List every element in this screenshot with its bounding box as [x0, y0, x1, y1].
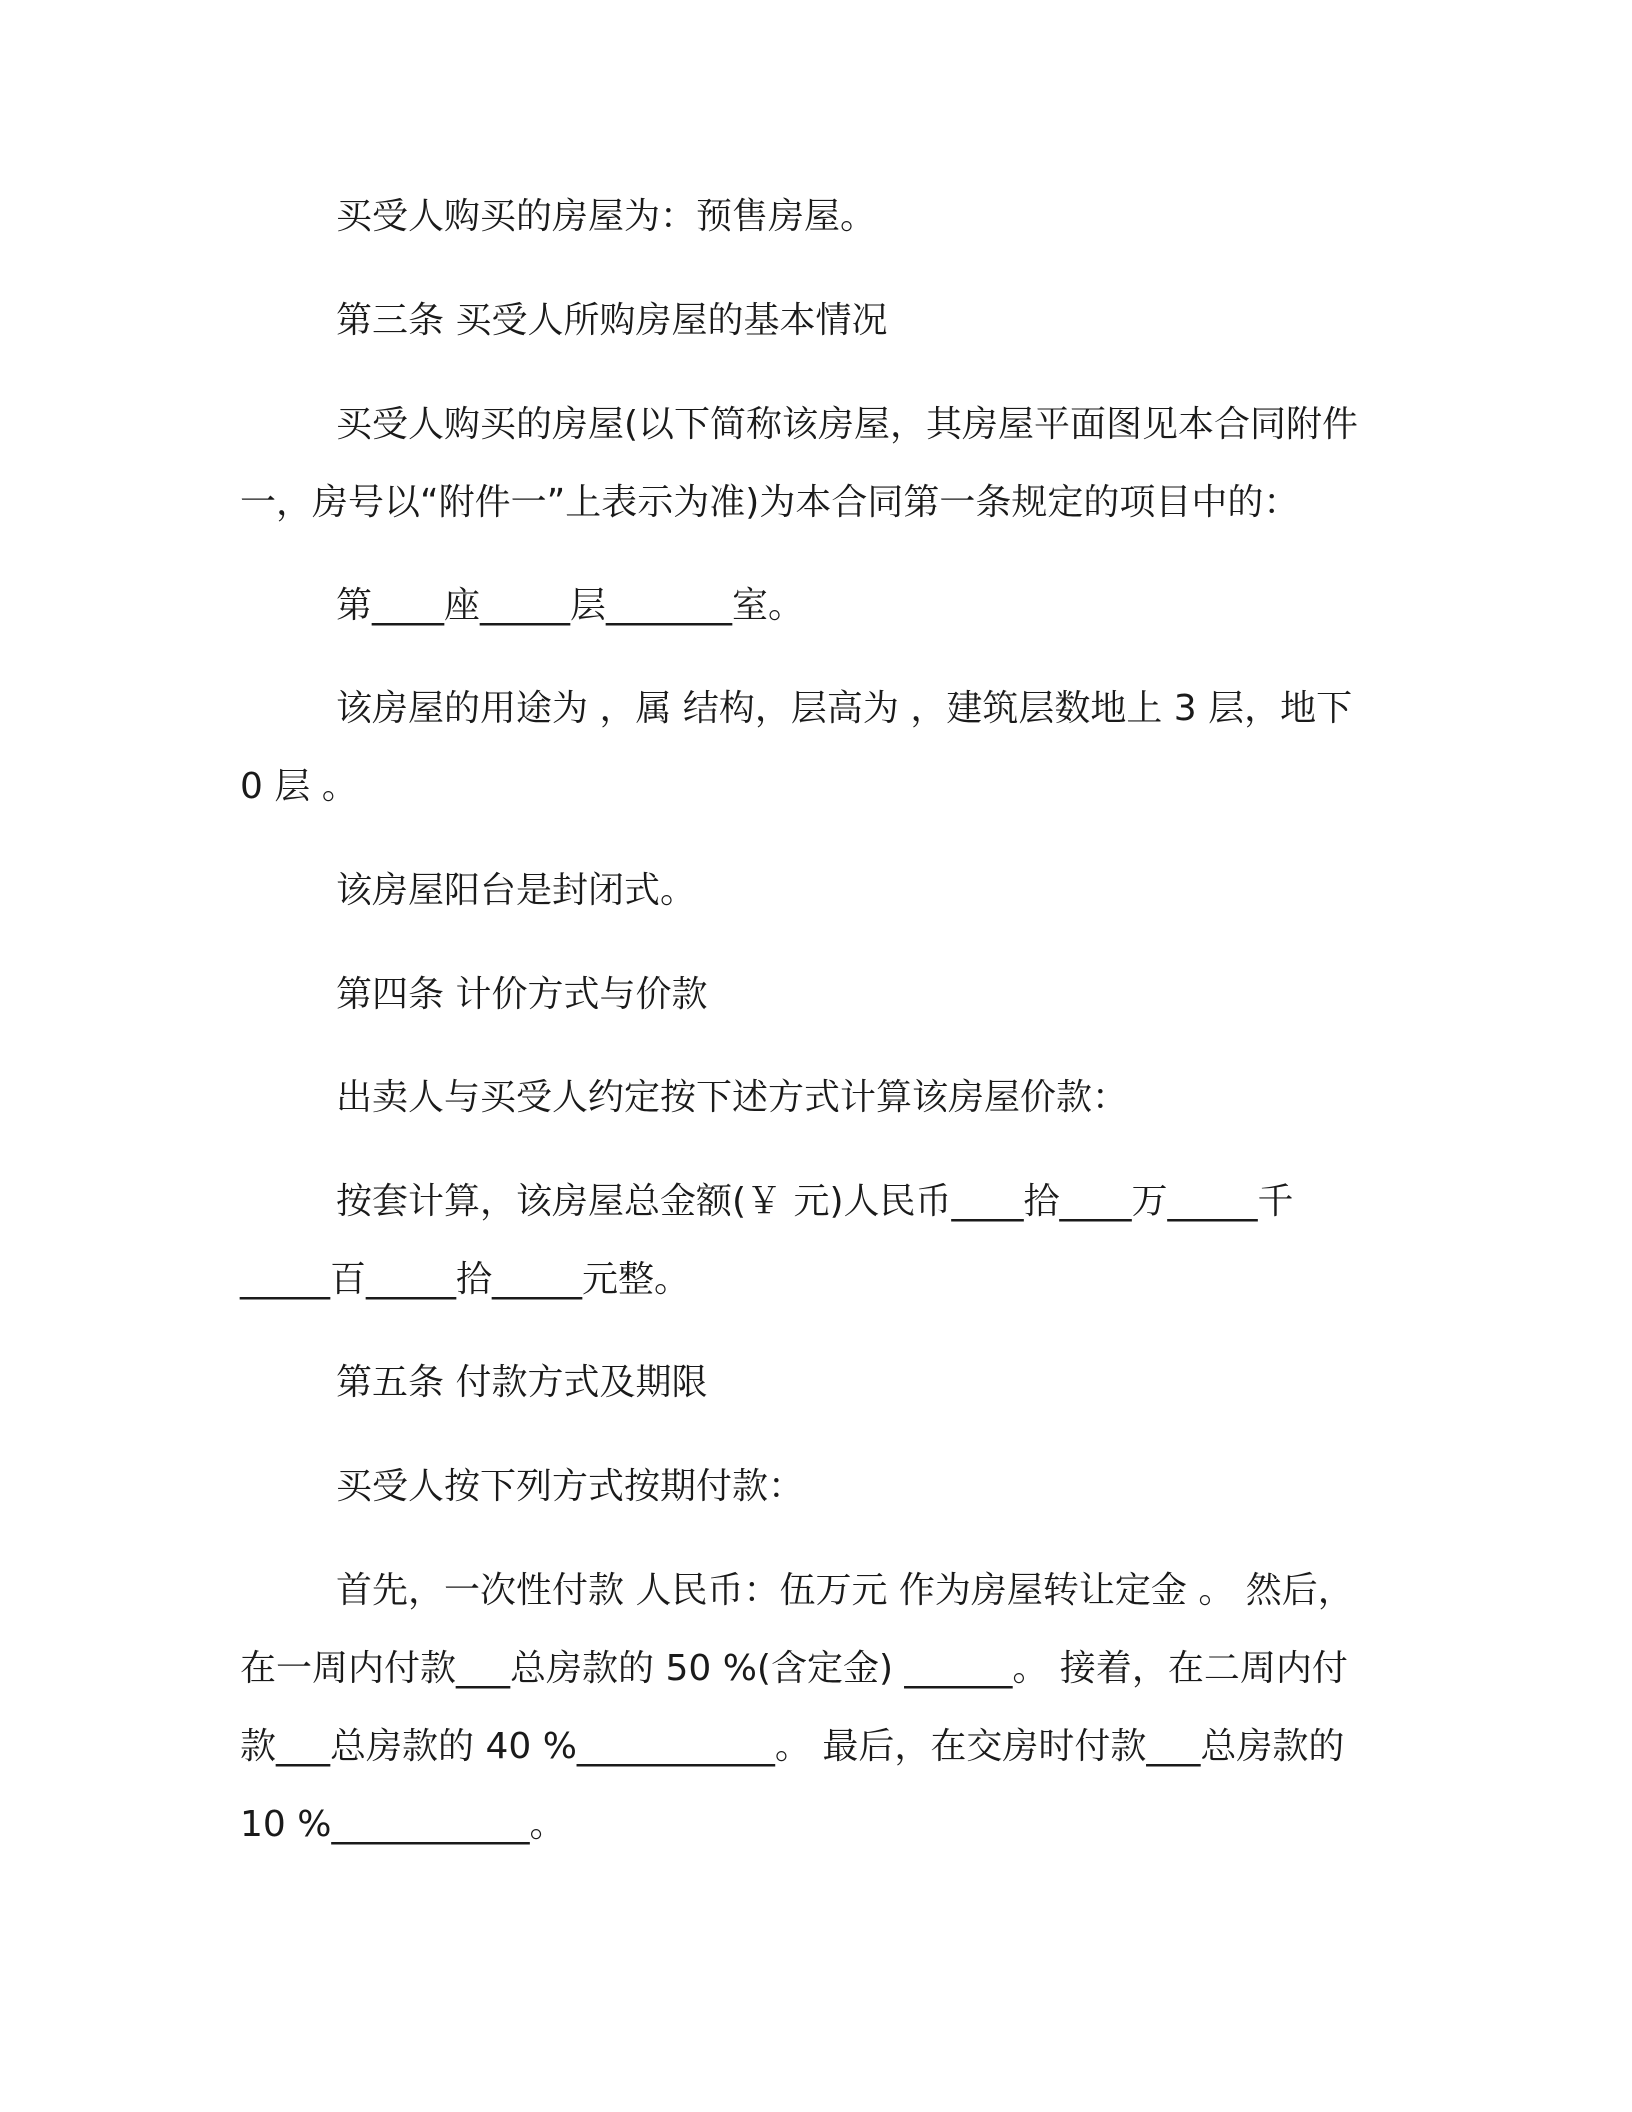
article-5-heading: 第五条 付款方式及期限 [336, 1362, 708, 1403]
paragraph-payment-schedule: 首先，一次性付款 人民币：伍万元 作为房屋转让定金 。 然后，在一周内付款___总房款的 50 %(含定金) ______。 接着，在二周内付款___总房款的 40 %___________。 最后，在交房时付款___总房款的 10 %___________。 [240, 1570, 1356, 1845]
paragraph-presale-house: 买受人购买的房屋为：预售房屋。 [336, 196, 877, 237]
paragraph-house-description: 买受人购买的房屋(以下简称该房屋，其房屋平面图见本合同附件一，房号以“附件一”上表示为准)为本合同第一条规定的项目中的： [240, 404, 1359, 523]
article-3-heading: 第三条 买受人所购房屋的基本情况 [336, 300, 888, 341]
article-4-heading: 第四条 计价方式与价款 [336, 974, 708, 1015]
paragraph-total-price: 按套计算，该房屋总金额(￥ 元)人民币____拾____万_____千_____百_____拾_____元整。 [240, 1181, 1294, 1300]
paragraph-balcony: 该房屋阳台是封闭式。 [336, 870, 697, 911]
paragraph-house-usage: 该房屋的用途为 ，属 结构，层高为 ，建筑层数地上 3 层，地下 0 层 。 [240, 688, 1364, 807]
paragraph-room-number: 第____座_____层_______室。 [336, 585, 805, 626]
paragraph-pricing-method: 出卖人与买受人约定按下述方式计算该房屋价款： [336, 1077, 1129, 1118]
document-page [240, 0, 1370, 2112]
paragraph-payment-intro: 买受人按下列方式按期付款： [336, 1466, 805, 1507]
